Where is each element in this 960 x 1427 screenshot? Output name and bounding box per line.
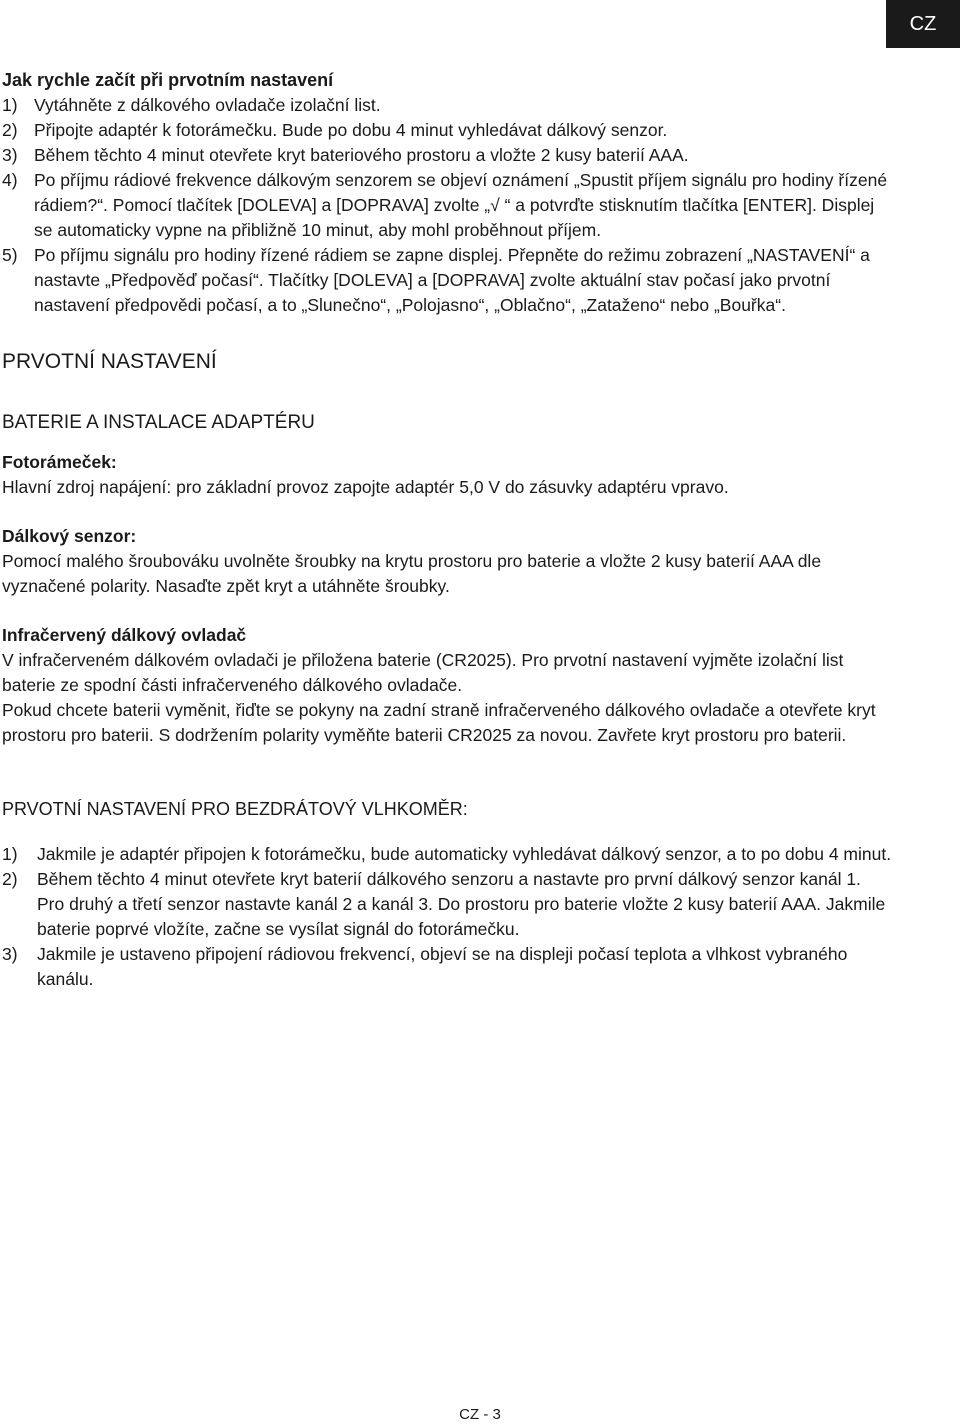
step-number: 2) (2, 869, 18, 889)
frame-title: Fotorámeček: (2, 452, 117, 472)
hygrometer-step (2, 942, 892, 992)
ir-remote-title: Infračervený dálkový ovladač (2, 625, 247, 645)
hygrometer-step (2, 842, 892, 867)
hygrometer-setup-list (2, 842, 892, 992)
step-number: 4) (2, 170, 18, 190)
ir-remote-text-1: V infračerveném dálkovém ovladači je přiložena baterie (CR2025). Pro prvotní nastavení vyjměte izolační list baterie ze spodní části infračerveného dálkového ovladače. (2, 650, 844, 695)
step-text: Jakmile je ustaveno připojení rádiovou frekvencí, objeví se na displeji počasí teplota a vlhkost vybraného kanálu. (37, 944, 848, 989)
frame-block (2, 450, 892, 500)
step-number: 3) (2, 145, 18, 165)
section-heading-battery: BATERIE A INSTALACE ADAPTÉRU (2, 412, 315, 433)
hygrometer-step (2, 867, 892, 942)
remote-sensor-title: Dálkový senzor: (2, 526, 137, 546)
step-text: Jakmile je adaptér připojen k fotorámečku, bude automaticky vyhledávat dálkový senzor, a to po dobu 4 minut. (37, 844, 892, 864)
step-number: 1) (2, 844, 18, 864)
frame-text: Hlavní zdroj napájení: pro základní provoz zapojte adaptér 5,0 V do zásuvky adaptéru vpravo. (2, 477, 729, 497)
quick-start-step (2, 168, 892, 243)
quick-start-list (2, 93, 892, 318)
document-body (2, 68, 892, 992)
page-number-footer: CZ - 3 (459, 1406, 501, 1423)
language-tab: CZ (886, 0, 960, 48)
remote-sensor-block (2, 524, 892, 599)
remote-sensor-text: Pomocí malého šroubováku uvolněte šroubky na krytu prostoru pro baterie a vložte 2 kusy baterií AAA dle vyznačené polarity. Nasaďte zpět kryt a utáhněte šroubky. (2, 551, 822, 596)
step-text: Během těchto 4 minut otevřete kryt baterií dálkového senzoru a nastavte pro první dálkový senzor kanál 1. Pro druhý a třetí senzor nastavte kanál 2 a kanál 3. Do prostoru pro baterie vložte 2 kusy baterií AAA. Jakmile baterie poprvé vložíte, začne se vysílat signál do fotorámečku. (37, 869, 886, 939)
step-number: 5) (2, 245, 18, 265)
ir-remote-block (2, 623, 892, 748)
quick-start-step (2, 118, 892, 143)
section-heading-hygrometer: PRVOTNÍ NASTAVENÍ PRO BEZDRÁTOVÝ VLHKOMĚR: (2, 799, 468, 819)
quick-start-step (2, 243, 892, 318)
step-text: Připojte adaptér k fotorámečku. Bude po dobu 4 minut vyhledávat dálkový senzor. (34, 120, 668, 140)
quick-start-title: Jak rychle začít při prvotním nastavení (2, 70, 334, 90)
step-text: Během těchto 4 minut otevřete kryt bateriového prostoru a vložte 2 kusy baterií AAA. (34, 145, 689, 165)
ir-remote-text-2: Pokud chcete baterii vyměnit, řiďte se pokyny na zadní straně infračerveného dálkového ovladače a otevřete kryt prostoru pro baterii. S dodržením polarity vyměňte baterii CR2025 za novou. Zavřete kryt prostoru pro baterii. (2, 700, 876, 745)
step-text: Po příjmu signálu pro hodiny řízené rádiem se zapne displej. Přepněte do režimu zobrazení „NASTAVENÍ“ a nastavte „Předpověď počasí“. Tlačítky [DOLEVA] a [DOPRAVA] zvolte aktuální stav počasí jako prvotní nastavení předpovědi počasí, a to „Slunečno“, „Polojasno“, „Oblačno“, „Zataženo“ nebo „Bouřka“. (34, 245, 870, 315)
section-heading-initial-setup: PRVOTNÍ NASTAVENÍ (2, 350, 217, 373)
quick-start-step (2, 143, 892, 168)
step-number: 2) (2, 120, 18, 140)
step-number: 3) (2, 944, 18, 964)
step-number: 1) (2, 95, 18, 115)
step-text: Vytáhněte z dálkového ovladače izolační list. (34, 95, 381, 115)
step-text: Po příjmu rádiové frekvence dálkovým senzorem se objeví oznámení „Spustit příjem signálu pro hodiny řízené rádiem?“. Pomocí tlačítek [DOLEVA] a [DOPRAVA] zvolte „√ “ a potvrďte stisknutím tlačítka [ENTER]. Displej se automaticky vypne na přibližně 10 minut, aby mohl proběhnout příjem. (34, 170, 888, 240)
quick-start-step (2, 93, 892, 118)
